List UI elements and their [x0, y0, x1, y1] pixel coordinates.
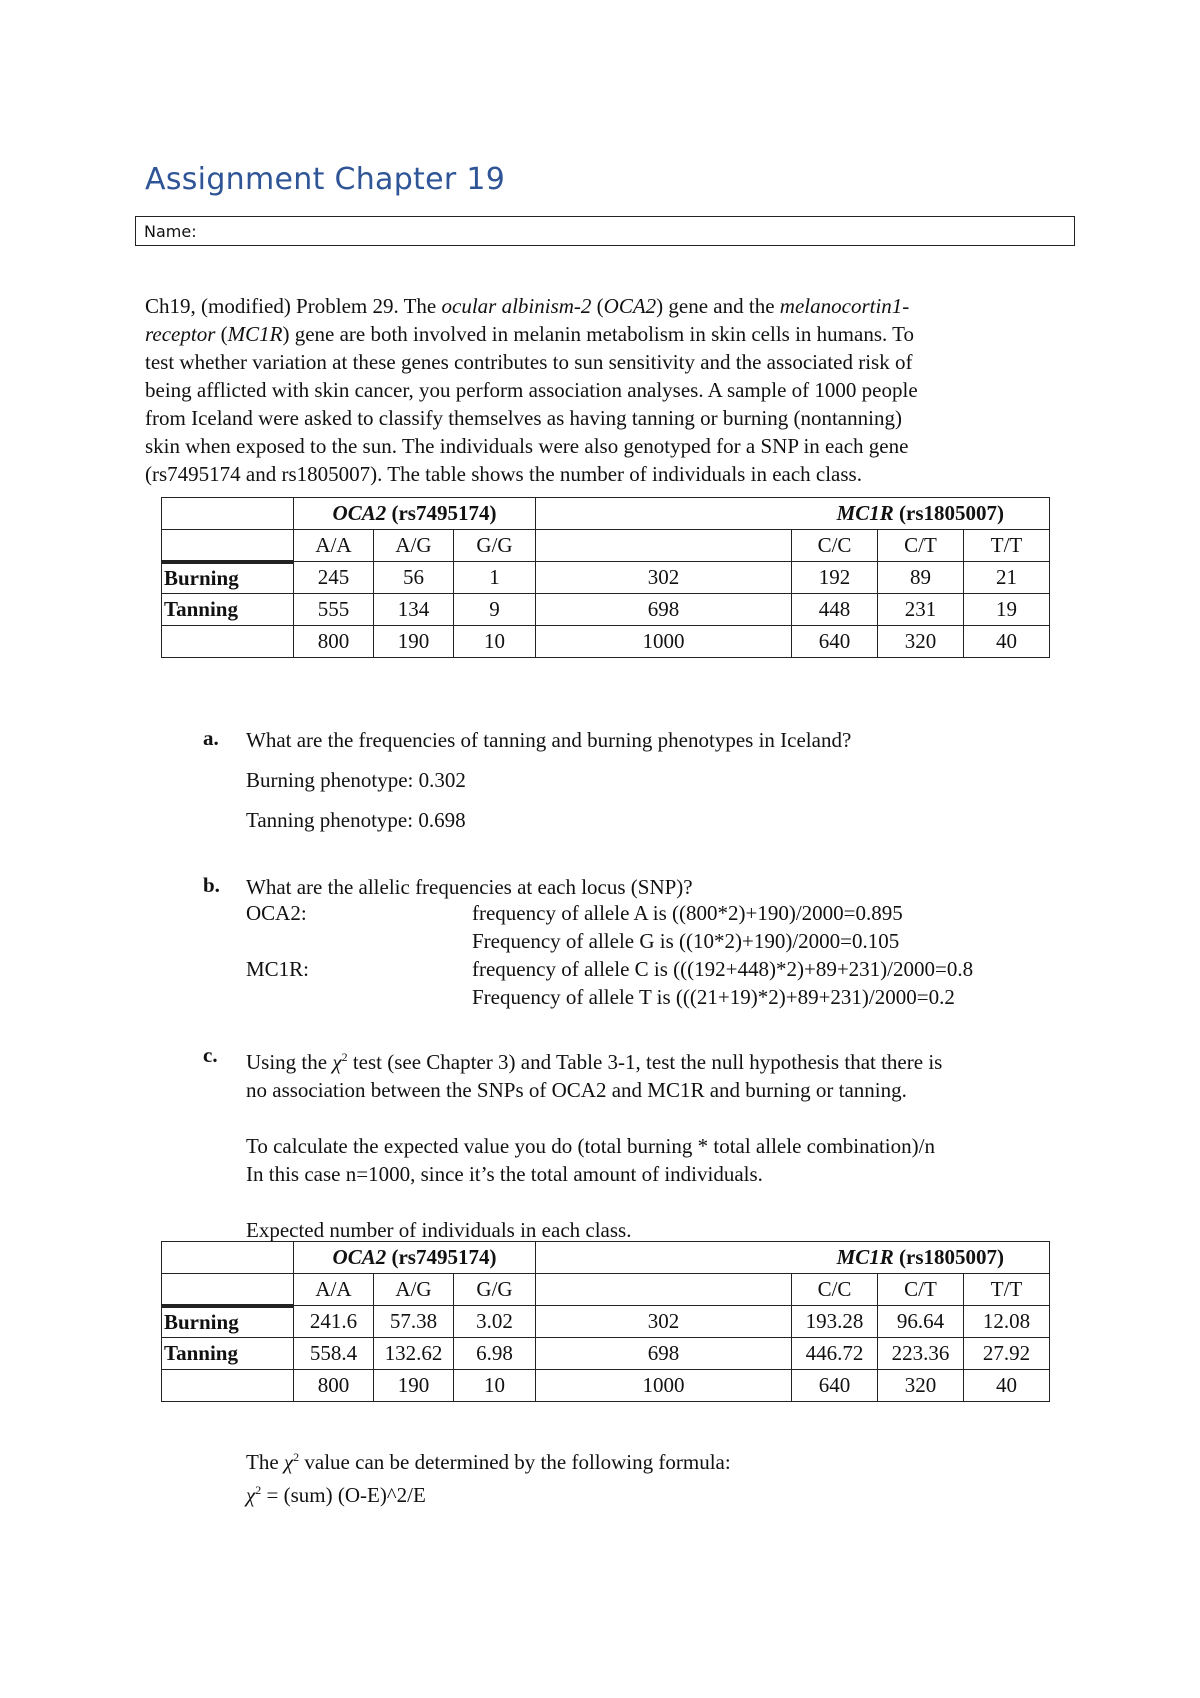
genotype-cell: T/T — [964, 530, 1050, 562]
name-field[interactable] — [135, 216, 1075, 246]
question-a-label: a. — [203, 726, 219, 750]
burning-answer: Burning phenotype: 0.302 — [246, 768, 466, 792]
table-cell: 12.08 — [964, 1306, 1050, 1338]
table-cell: 10 — [454, 1370, 536, 1402]
genotype-cell: T/T — [964, 1274, 1050, 1306]
table-cell: 134 — [374, 594, 454, 626]
question-b-label: b. — [203, 873, 220, 897]
genotype-cell: G/G — [454, 1274, 536, 1306]
mc1r-header: MC1R (rs1805007) — [792, 498, 1050, 530]
oca2-header: OCA2 (rs7495174) — [294, 498, 536, 530]
table-cell: 448 — [792, 594, 878, 626]
question-b-text: What are the allelic frequencies at each locus (SNP)? — [246, 875, 693, 899]
table-header-row — [162, 498, 1050, 530]
intro-line-7: (rs7495174 and rs1805007). The table shows the number of individuals in each class. — [145, 462, 862, 486]
question-c-line-2: no association between the SNPs of OCA2 and MC1R and burning or tanning. — [246, 1078, 907, 1102]
intro-line-5: from Iceland were asked to classify themselves as having tanning or burning (nontanning) — [145, 406, 902, 430]
table-cell: 40 — [964, 626, 1050, 658]
table-cell: 21 — [964, 562, 1050, 594]
oca2-allele-a: frequency of allele A is ((800*2)+190)/2000=0.895 — [472, 901, 903, 925]
intro-line-1: Ch19, (modified) Problem 29. The ocular albinism-2 (OCA2) gene and the melanocortin1- — [145, 294, 910, 318]
table-cell: 302 — [536, 562, 792, 594]
table-cell: 800 — [294, 1370, 374, 1402]
row-label: Burning — [162, 562, 294, 594]
table-cell: 640 — [792, 1370, 878, 1402]
table-cell: 96.64 — [878, 1306, 964, 1338]
table-cell: 1000 — [536, 1370, 792, 1402]
blank-header-cell — [536, 1242, 792, 1274]
table-cell: 190 — [374, 626, 454, 658]
genotype-cell: C/C — [792, 1274, 878, 1306]
intro-line-3: test whether variation at these genes contributes to sun sensitivity and the associated risk of — [145, 350, 913, 374]
row-label — [162, 1370, 294, 1402]
genotype-cell: A/G — [374, 530, 454, 562]
genotype-cell — [536, 530, 792, 562]
intro-line-6: skin when exposed to the sun. The individuals were also genotyped for a SNP in each gene — [145, 434, 909, 458]
genotype-cell: G/G — [454, 530, 536, 562]
table-cell — [162, 1274, 294, 1306]
blank-header-cell — [536, 498, 792, 530]
table-corner-cell — [162, 498, 294, 530]
genotype-cell: A/A — [294, 1274, 374, 1306]
question-c-label: c. — [203, 1043, 218, 1067]
row-label — [162, 626, 294, 658]
table-cell: 555 — [294, 594, 374, 626]
table-cell: 132.62 — [374, 1338, 454, 1370]
mc1r-allele-t: Frequency of allele T is (((21+19)*2)+89+231)/2000=0.2 — [472, 985, 955, 1009]
intro-line-4: being afflicted with skin cancer, you perform association analyses. A sample of 1000 people — [145, 378, 918, 402]
genotype-row — [162, 1274, 1050, 1306]
table-cell: 302 — [536, 1306, 792, 1338]
table-cell — [162, 530, 294, 562]
table-cell: 190 — [374, 1370, 454, 1402]
table-cell: 320 — [878, 626, 964, 658]
table-cell: 320 — [878, 1370, 964, 1402]
table-cell: 193.28 — [792, 1306, 878, 1338]
problem-intro — [145, 292, 1065, 488]
table-cell: 1000 — [536, 626, 792, 658]
question-c-line-1: Using the $\chi^2$ test (see Chapter 3) and Table 3-1, test the null hypothesis that there is — [246, 1050, 943, 1074]
table-cell: 698 — [536, 1338, 792, 1370]
table-cell: 3.02 — [454, 1306, 536, 1338]
table-row — [162, 562, 1050, 594]
question-c — [246, 1043, 1076, 1244]
table-cell: 19 — [964, 594, 1050, 626]
mc1r-header: MC1R (rs1805007) — [792, 1242, 1050, 1274]
genotype-cell: C/C — [792, 530, 878, 562]
table-cell: 40 — [964, 1370, 1050, 1402]
table-caption: Expected number of individuals in each class. — [246, 1218, 632, 1242]
intro-line-2: receptor (MC1R) gene are both involved in melanin metabolism in skin cells in humans. To — [145, 322, 914, 346]
genotype-cell: C/T — [878, 530, 964, 562]
genotype-row — [162, 530, 1050, 562]
table-cell: 57.38 — [374, 1306, 454, 1338]
table-cell: 9 — [454, 594, 536, 626]
row-label: Tanning — [162, 594, 294, 626]
table-cell: 89 — [878, 562, 964, 594]
table-corner-cell — [162, 1242, 294, 1274]
table-cell: 446.72 — [792, 1338, 878, 1370]
row-label: Burning — [162, 1306, 294, 1338]
page-title: Assignment Chapter 19 — [145, 162, 506, 197]
table-cell: 192 — [792, 562, 878, 594]
mc1r-allele-c: frequency of allele C is (((192+448)*2)+89+231)/2000=0.8 — [472, 957, 974, 981]
oca2-header: OCA2 (rs7495174) — [294, 1242, 536, 1274]
table-cell: 245 — [294, 562, 374, 594]
expected-table — [161, 1241, 1050, 1402]
question-a — [246, 726, 1076, 834]
chi-square-formula — [246, 1443, 1076, 1509]
table-cell: 698 — [536, 594, 792, 626]
formula-intro: The $\chi^2$ value can be determined by the following formula: — [246, 1450, 731, 1474]
oca2-label: OCA2: — [246, 901, 307, 925]
tanning-answer: Tanning phenotype: 0.698 — [246, 808, 466, 832]
table-cell: 223.36 — [878, 1338, 964, 1370]
genotype-cell: A/A — [294, 530, 374, 562]
expected-explanation-1: To calculate the expected value you do (total burning * total allele combination)/n — [246, 1134, 935, 1158]
table-cell: 1 — [454, 562, 536, 594]
row-label: Tanning — [162, 1338, 294, 1370]
observed-table — [161, 497, 1050, 658]
table-cell: 558.4 — [294, 1338, 374, 1370]
question-a-text: What are the frequencies of tanning and burning phenotypes in Iceland? — [246, 728, 852, 752]
expected-explanation-2: In this case n=1000, since it’s the total amount of individuals. — [246, 1162, 763, 1186]
table-cell: 800 — [294, 626, 374, 658]
mc1r-label: MC1R: — [246, 957, 310, 981]
table-cell: 241.6 — [294, 1306, 374, 1338]
table-cell: 27.92 — [964, 1338, 1050, 1370]
genotype-cell: A/G — [374, 1274, 454, 1306]
table-row — [162, 1338, 1050, 1370]
table-cell: 231 — [878, 594, 964, 626]
table-cell: 6.98 — [454, 1338, 536, 1370]
oca2-allele-g: Frequency of allele G is ((10*2)+190)/2000=0.105 — [472, 929, 900, 953]
name-label: Name: — [144, 222, 197, 241]
formula-expression: $\chi^2 = (sum)$ (O-E)^2/E — [246, 1483, 426, 1507]
table-row — [162, 594, 1050, 626]
genotype-cell: C/T — [878, 1274, 964, 1306]
table-row — [162, 626, 1050, 658]
table-cell: 56 — [374, 562, 454, 594]
genotype-cell — [536, 1274, 792, 1306]
table-row — [162, 1370, 1050, 1402]
table-cell: 640 — [792, 626, 878, 658]
table-cell: 10 — [454, 626, 536, 658]
table-row — [162, 1306, 1050, 1338]
table-header-row — [162, 1242, 1050, 1274]
